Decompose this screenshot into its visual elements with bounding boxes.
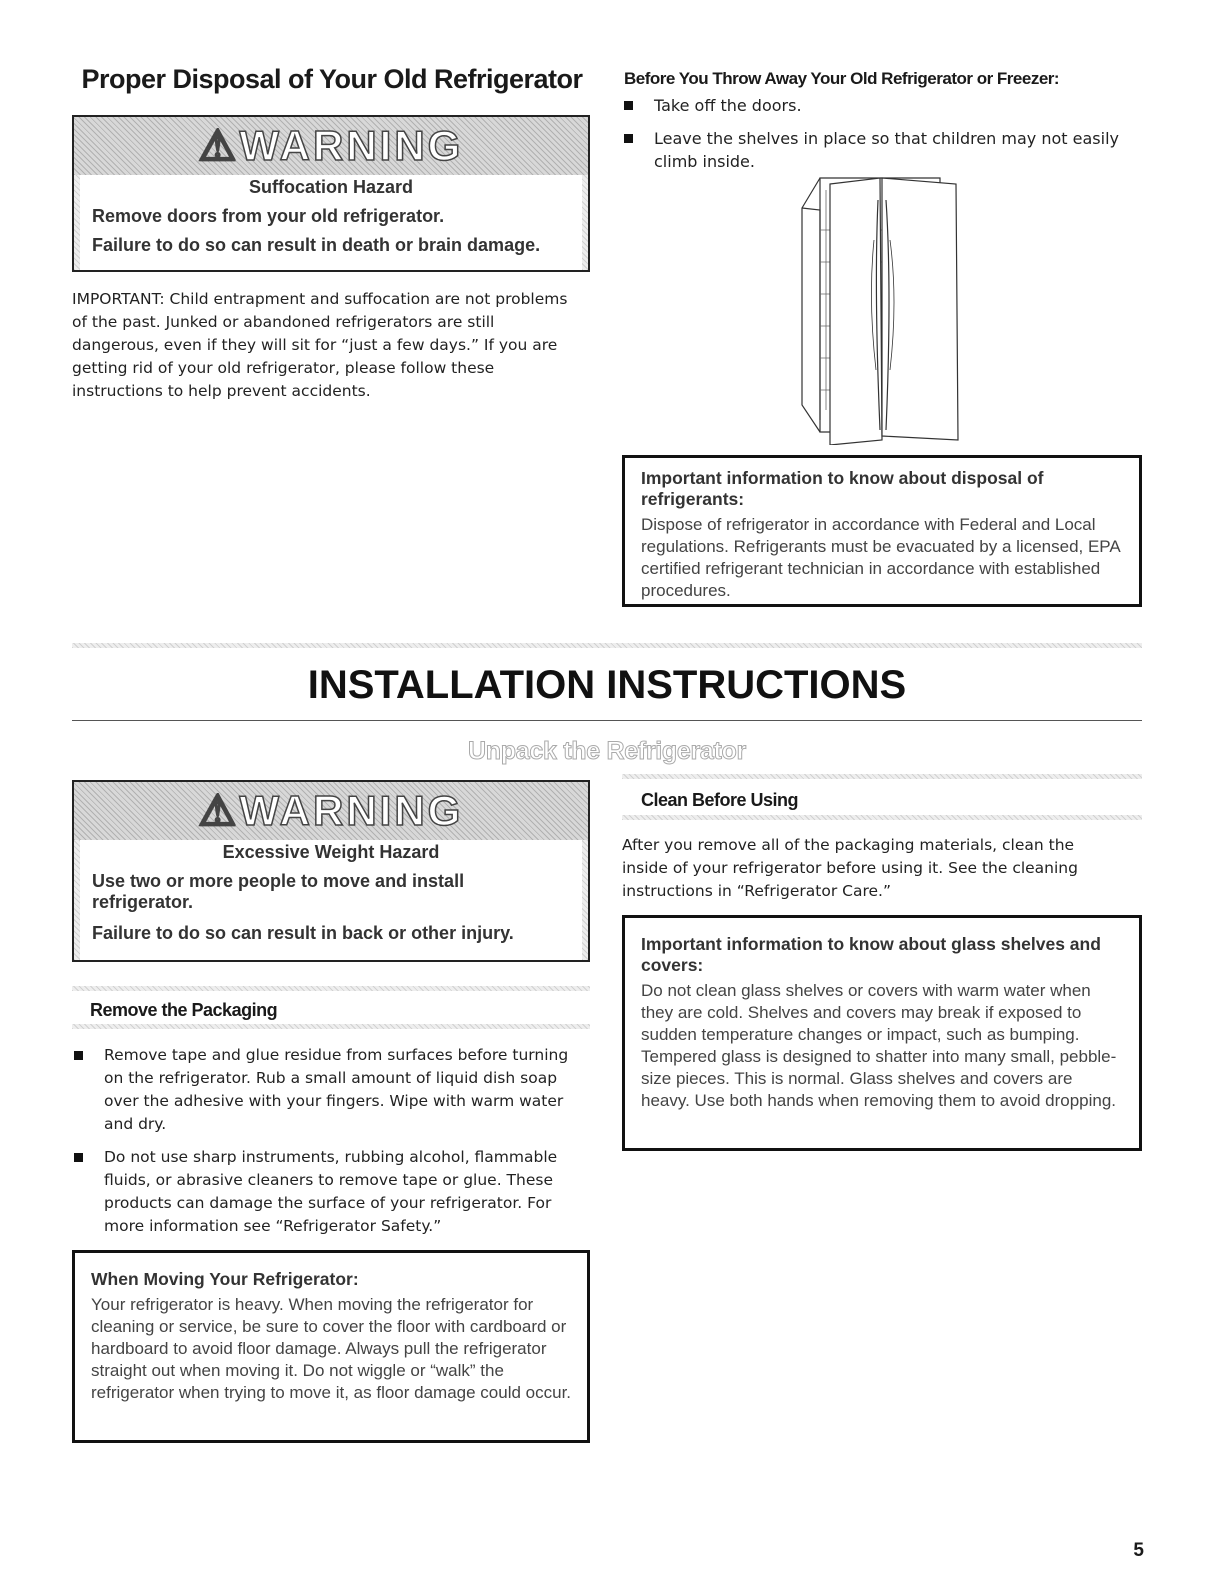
info-text: Your refrigerator is heavy. When moving the refrigerator for cleaning or service, be sure to cover the floor with cardboard or hardboard to avoid floor damage. Always pull the refrigerator straight out when moving it. Do not wiggle or “walk” the refrigerator when trying to move it, as floor damage could occur. (91, 1295, 572, 1402)
warning-triangle-icon: ⚠ (198, 122, 240, 169)
warning-triangle-icon: ⚠ (198, 787, 240, 834)
info-heading: When Moving Your Refrigerator: (91, 1269, 359, 1289)
warning-left-edge (74, 175, 80, 270)
list-item: Leave the shelves in place so that children may not easily climb inside. (622, 127, 1132, 173)
list-item: Do not use sharp instruments, rubbing alcohol, flammable fluids, or abrasive cleaners to remove tape or glue. These products can damage the surface of your refrigerator. For more information see “Refrigerator Safety.” (72, 1146, 587, 1238)
warning-line-2: Failure to do so can result in death or brain damage. (92, 235, 541, 255)
warning-right-edge (582, 175, 588, 270)
clean-rule-bottom (622, 815, 1142, 820)
warning-label: ⚠WARNING (198, 787, 464, 834)
unpack-subtitle: Unpack the Refrigerator (468, 737, 746, 765)
packaging-rule-top (72, 986, 590, 991)
warning-right-edge (582, 840, 588, 960)
refrigerant-info-box (622, 455, 1142, 607)
warning-label: ⚠WARNING (198, 122, 464, 169)
packaging-rule-bottom (72, 1024, 590, 1029)
clean-rule-top (622, 774, 1142, 779)
section-separator (72, 643, 1142, 648)
remove-packaging-title: Remove the Packaging (90, 1000, 278, 1020)
remove-packaging-list (72, 1044, 587, 1238)
list-item: Remove tape and glue residue from surfaces before turning on the refrigerator. Rub a small amount of liquid dish soap over the adhesive with your fingers. Wipe with warm water and dry. (72, 1044, 587, 1136)
warning-left-edge (74, 840, 80, 960)
glass-info-box (622, 915, 1142, 1151)
warning-hazard: Excessive Weight Hazard (222, 842, 440, 862)
clean-before-text: After you remove all of the packaging materials, clean the inside of your refrigerator before using it. See the cleaning instructions in “Refrigerator Care.” (622, 836, 1078, 900)
info-text: Dispose of refrigerator in accordance with Federal and Local regulations. Refrigerants must be evacuated by a licensed, EPA certified refrigerant technician in accordance with established procedures. (641, 515, 1120, 600)
disposal-title: Proper Disposal of Your Old Refrigerator (81, 64, 583, 94)
info-heading: Important information to know about disposal of refrigerants: (641, 468, 1044, 509)
refrigerator-illustration (790, 170, 970, 445)
title-rule (72, 720, 1142, 721)
suffocation-warning-box (72, 115, 590, 272)
info-heading: Important information to know about glass shelves and covers: (641, 934, 1101, 975)
installation-title: INSTALLATION INSTRUCTIONS (307, 663, 907, 707)
warning-line-1: Remove doors from your old refrigerator. (92, 206, 445, 226)
clean-before-using-title: Clean Before Using (641, 790, 799, 810)
before-throw-away-title: Before You Throw Away Your Old Refrigerator or Freezer: (624, 69, 1060, 88)
list-item: Take off the doors. (622, 94, 1132, 117)
warning-line-1: Use two or more people to move and install refrigerator. (92, 871, 465, 912)
before-throw-away-list (622, 94, 1132, 173)
moving-info-box (72, 1250, 590, 1443)
weight-warning-box (72, 780, 590, 962)
important-paragraph: IMPORTANT: Child entrapment and suffocation are not problems of the past. Junked or abandoned refrigerators are still dangerous, even if they will sit for “just a few days.” If you are getting rid of your old refrigerator, please follow these instructions to help prevent accidents. (72, 290, 568, 400)
warning-hazard: Suffocation Hazard (248, 177, 413, 197)
info-text: Do not clean glass shelves or covers with warm water when they are cold. Shelves and covers may break if exposed to sudden temperature changes or impact, such as bumping. Tempered glass is designed to shatter into many small, pebble-size pieces. This is normal. Glass shelves and covers are heavy. Use both hands when removing them to avoid dropping. (641, 981, 1117, 1110)
warning-line-2: Failure to do so can result in back or other injury. (92, 923, 514, 943)
page-number: 5 (1133, 1540, 1144, 1561)
